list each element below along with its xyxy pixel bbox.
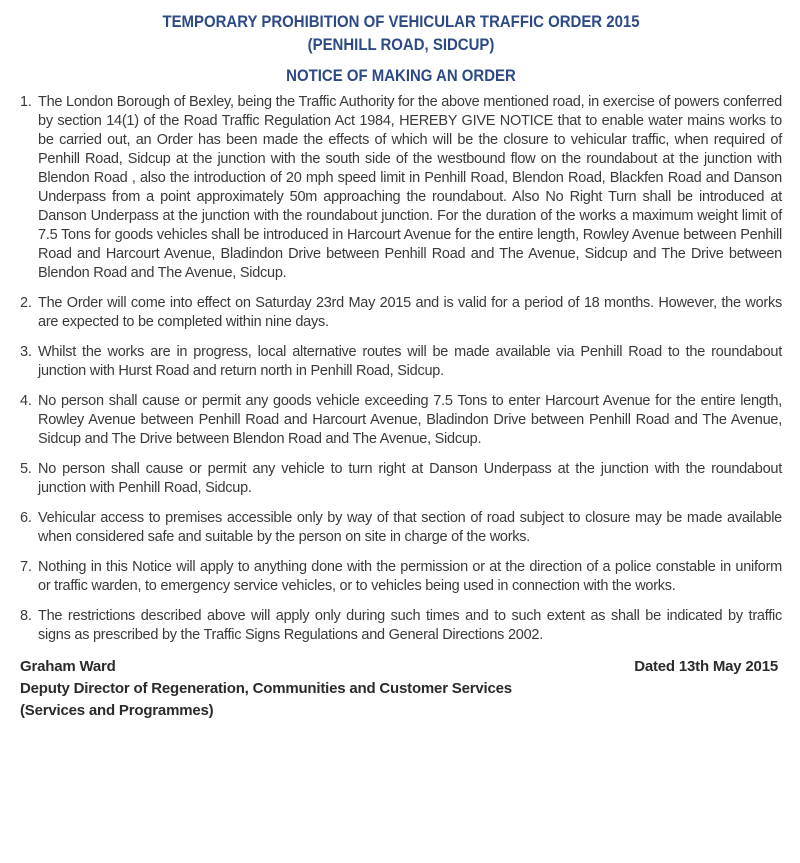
- item-text: Nothing in this Notice will apply to anything done with the permission or at the direction of a police constable in uniform or traffic warden, to emergency service vehicles, or to vehicles being used in connection with the works.: [38, 559, 782, 594]
- signatory-name: Graham Ward: [20, 658, 116, 675]
- notice-title-line-2: (PENHILL ROAD, SIDCUP): [307, 35, 495, 54]
- notice-item-1: [20, 93, 782, 283]
- notice-item-8: [20, 607, 782, 645]
- notice-items: [20, 93, 782, 645]
- item-number: 8.: [20, 608, 32, 624]
- signature-row: [20, 656, 782, 678]
- item-number: 2.: [20, 295, 32, 311]
- signatory-role: Deputy Director of Regeneration, Communities and Customer Services: [20, 680, 512, 697]
- item-text: No person shall cause or permit any goods vehicle exceeding 7.5 Tons to enter Harcourt Avenue for the entire length, Rowley Avenue between Penhill Road and Harcourt Avenue, Bladindon Drive between Penhill Road and The Avenue, Sidcup and The Drive between Blendon Road and The Avenue, Sidcup.: [38, 393, 782, 447]
- item-number: 1.: [20, 94, 32, 110]
- notice-subtitle: NOTICE OF MAKING AN ORDER: [286, 66, 516, 85]
- notice-item-6: [20, 509, 782, 547]
- item-number: 6.: [20, 510, 32, 526]
- notice-item-3: [20, 343, 782, 381]
- notice-item-2: [20, 294, 782, 332]
- item-text: The Order will come into effect on Saturday 23rd May 2015 and is valid for a period of 18 months. However, the works are expected to be completed within nine days.: [38, 295, 782, 330]
- item-text: The restrictions described above will apply only during such times and to such extent as shall be indicated by traffic signs as prescribed by the Traffic Signs Regulations and General Directions 2002.: [38, 608, 782, 643]
- notice-item-7: [20, 558, 782, 596]
- signature-block: [20, 656, 782, 722]
- item-number: 3.: [20, 344, 32, 360]
- notice-item-4: [20, 392, 782, 449]
- signatory-department: (Services and Programmes): [20, 702, 214, 719]
- notice-date: Dated 13th May 2015: [634, 658, 778, 675]
- notice-title-line-1: TEMPORARY PROHIBITION OF VEHICULAR TRAFFIC ORDER 2015: [162, 12, 640, 31]
- item-text: The London Borough of Bexley, being the Traffic Authority for the above mentioned road, in exercise of powers conferred by section 14(1) of the Road Traffic Regulation Act 1984, HEREBY GIVE NOTICE that to enable water mains works to be carried out, an Order has been made the effects of which will be the closure to vehicular traffic, when required of Penhill Road, Sidcup at the junction with the south side of the westbound flow on the roundabout at the junction with Blendon Road , also the introduction of 20 mph speed limit in Penhill Road, Blendon Road, Blackfen Road and Danson Underpass from a point approximately 50m approaching the roundabout. Also No Right Turn shall be introduced at Danson Underpass at the junction with the roundabout junction. For the duration of the works a maximum weight limit of 7.5 Tons for goods vehicles shall be introduced in Harcourt Avenue for the entire length, Rowley Avenue between Penhill Road and Harcourt Avenue, Bladindon Drive between Penhill Road and The Avenue, Sidcup and The Drive between Blendon Road and The Avenue, Sidcup.: [38, 94, 782, 281]
- notice-item-5: [20, 460, 782, 498]
- item-number: 7.: [20, 559, 32, 575]
- item-text: No person shall cause or permit any vehicle to turn right at Danson Underpass at the junction with the roundabout junction with Penhill Road, Sidcup.: [38, 461, 782, 496]
- item-text: Vehicular access to premises accessible only by way of that section of road subject to closure may be made available when considered safe and suitable by the person on site in charge of the works.: [38, 510, 782, 545]
- item-text: Whilst the works are in progress, local alternative routes will be made available via Penhill Road to the roundabout junction with Hurst Road and return north in Penhill Road, Sidcup.: [38, 344, 782, 379]
- item-number: 4.: [20, 393, 32, 409]
- item-number: 5.: [20, 461, 32, 477]
